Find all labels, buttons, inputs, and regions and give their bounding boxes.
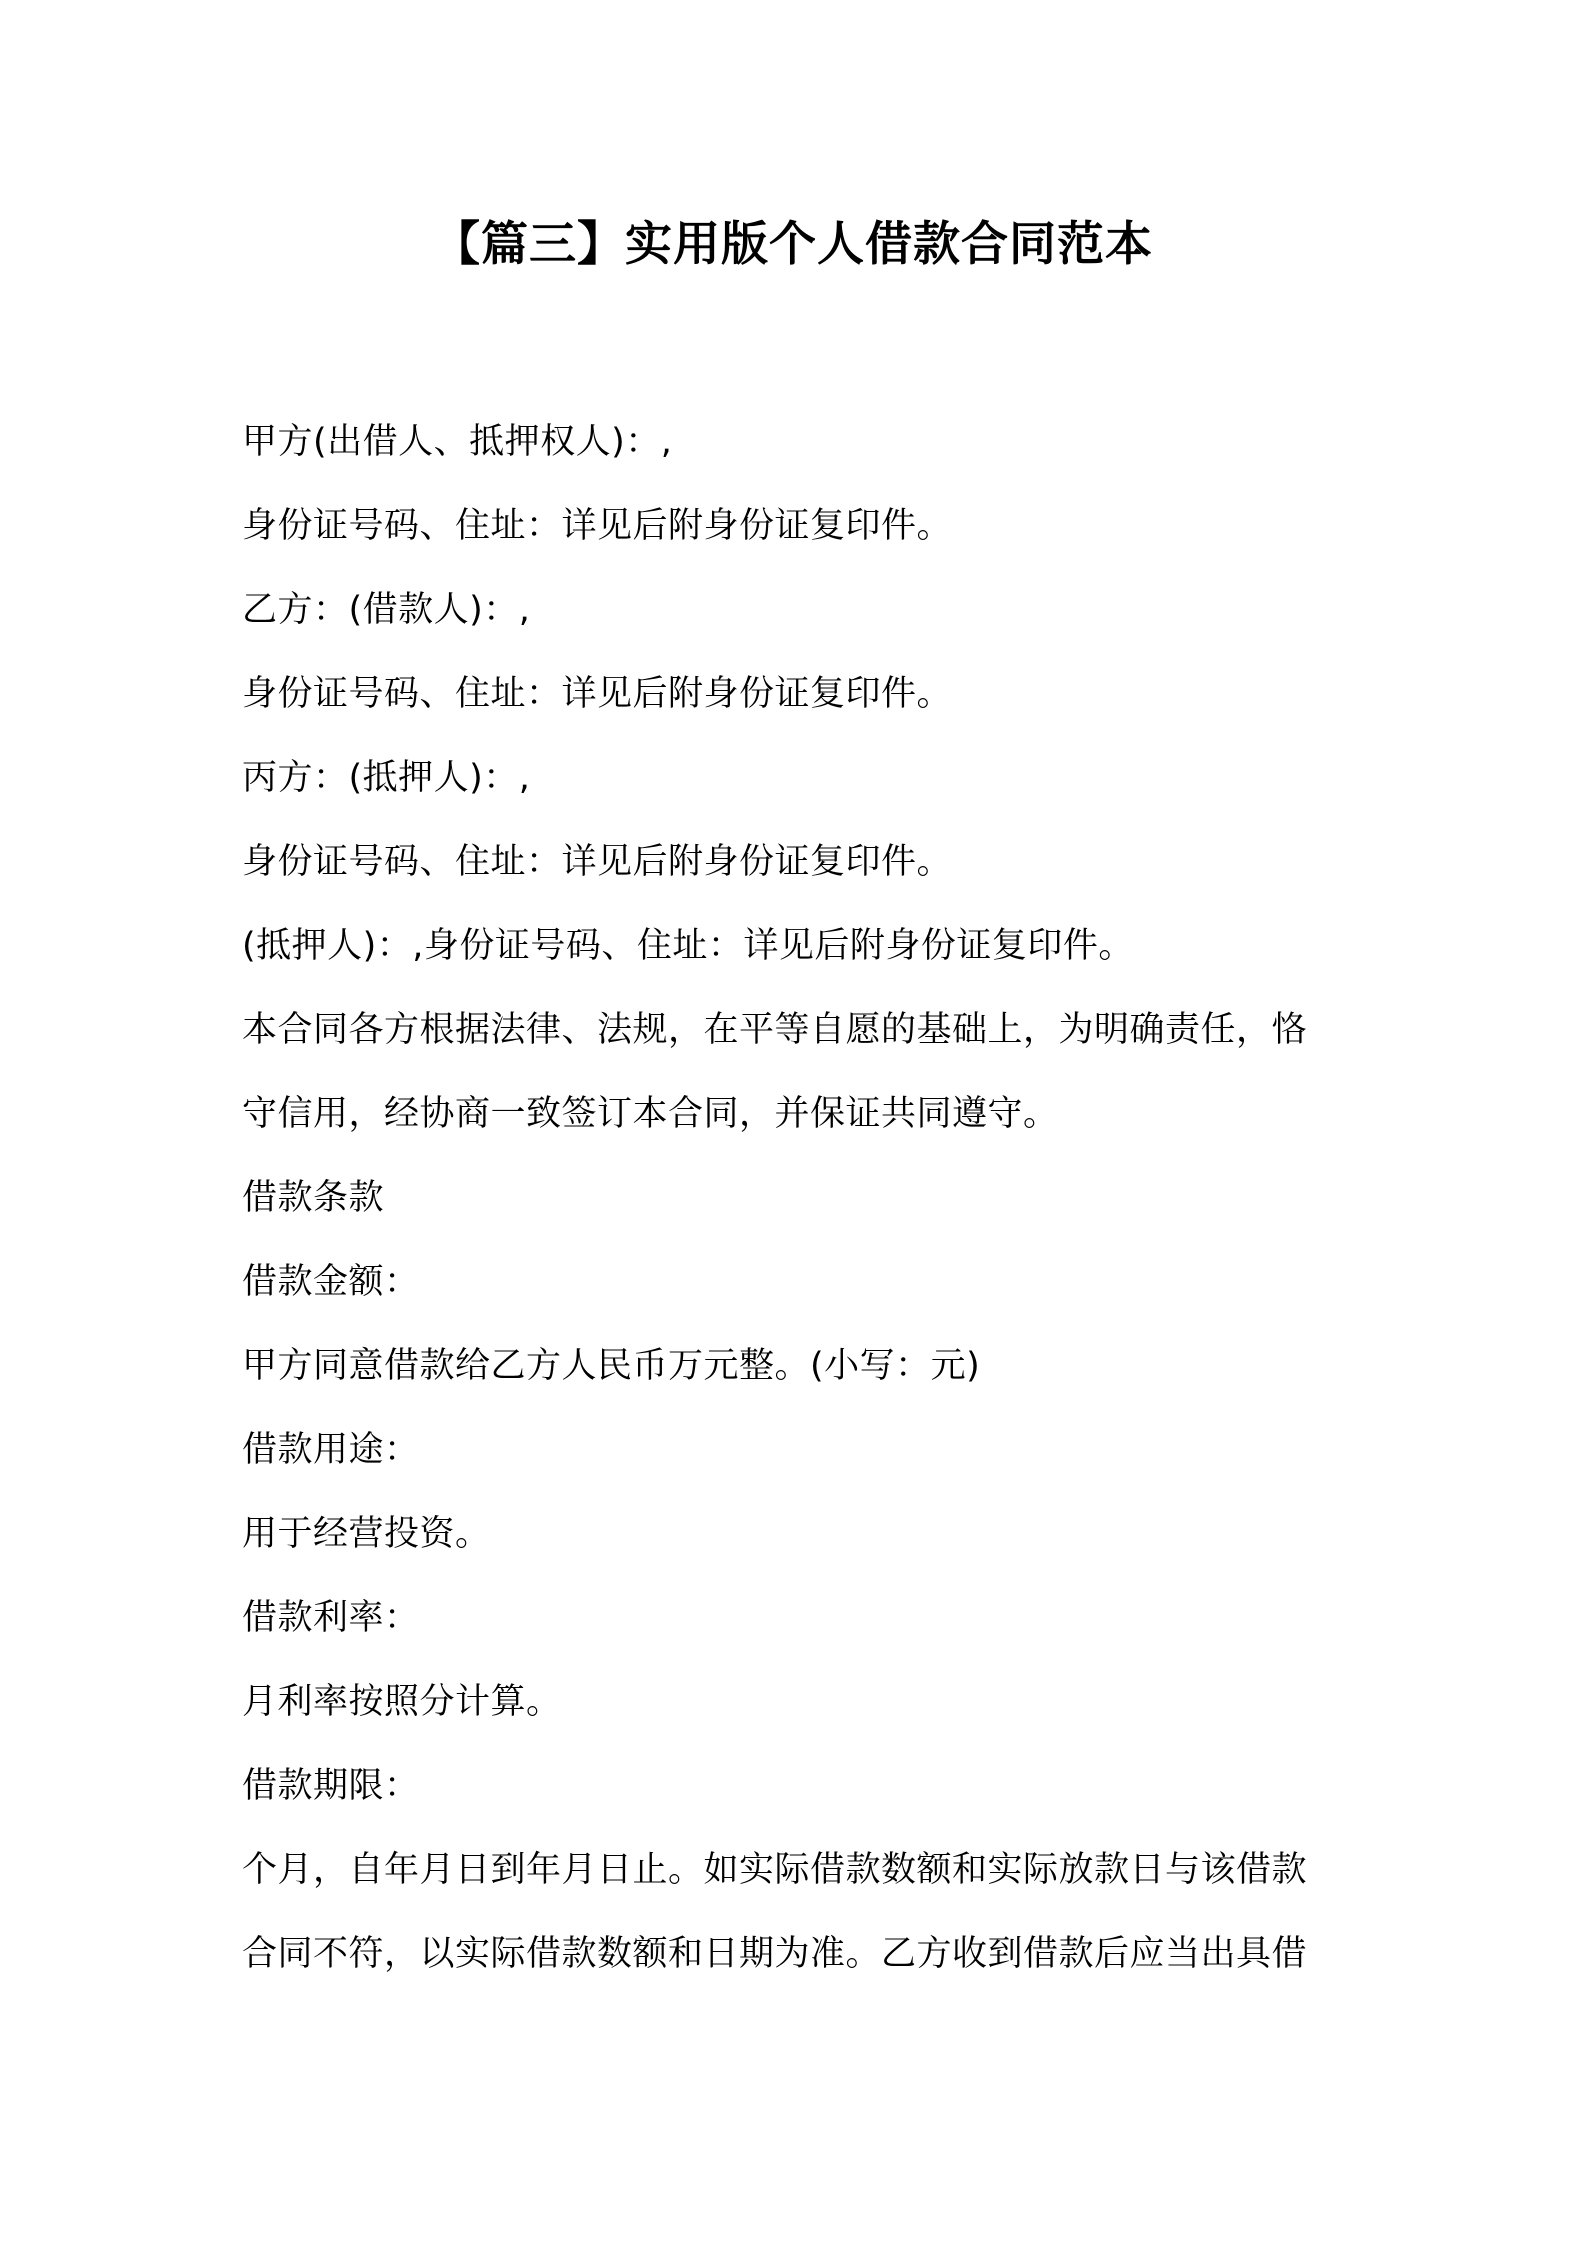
loan-terms-heading: 借款条款 xyxy=(242,1178,385,1218)
loan-term-text-line-1: 个月，自年月日到年月日止。如实际借款数额和实际放款日与该借款 xyxy=(242,1850,1308,1890)
loan-amount-text: 甲方同意借款给乙方人民币万元整。(小写：元) xyxy=(242,1346,981,1386)
mortgagor-party-line: 丙方：(抵押人)：, xyxy=(242,758,531,798)
loan-term-heading: 借款期限： xyxy=(242,1766,420,1806)
preamble-line-1: 本合同各方根据法律、法规，在平等自愿的基础上，为明确责任，恪 xyxy=(242,1010,1308,1050)
lender-id-line: 身份证号码、住址：详见后附身份证复印件。 xyxy=(242,506,953,546)
document-body xyxy=(242,400,1362,1996)
borrower-party-line: 乙方：(借款人)：, xyxy=(242,590,531,630)
loan-purpose-text: 用于经营投资。 xyxy=(242,1514,491,1554)
loan-amount-heading: 借款金额： xyxy=(242,1262,420,1302)
mortgagor-id-line: 身份证号码、住址：详见后附身份证复印件。 xyxy=(242,842,953,882)
loan-purpose-heading: 借款用途： xyxy=(242,1430,420,1470)
lender-party-line: 甲方(出借人、抵押权人)：, xyxy=(242,422,673,462)
document-title: 【篇三】实用版个人借款合同范本 xyxy=(433,217,1153,272)
borrower-id-line: 身份证号码、住址：详见后附身份证复印件。 xyxy=(242,674,953,714)
interest-rate-text: 月利率按照分计算。 xyxy=(242,1682,562,1722)
loan-term-text-line-2: 合同不符，以实际借款数额和日期为准。乙方收到借款后应当出具借 xyxy=(242,1934,1308,1974)
interest-rate-heading: 借款利率： xyxy=(242,1598,420,1638)
second-mortgagor-line: (抵押人)：,身份证号码、住址：详见后附身份证复印件。 xyxy=(242,926,1134,966)
preamble-line-2: 守信用，经协商一致签订本合同，并保证共同遵守。 xyxy=(242,1094,1059,1134)
